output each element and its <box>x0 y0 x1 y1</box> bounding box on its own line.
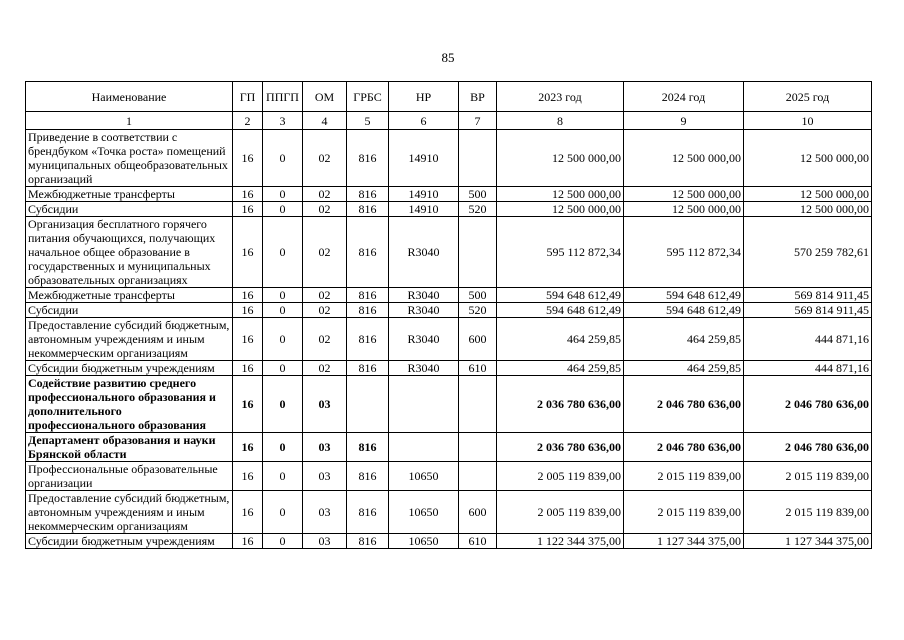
cell-amount-2024: 12 500 000,00 <box>624 187 744 202</box>
cell-amount-2024: 12 500 000,00 <box>624 130 744 187</box>
table-row <box>26 433 872 462</box>
cell-name: Предоставление субсидий бюджетным, автономным учреждениям и иным некоммерческим организациям <box>26 491 233 534</box>
table-row <box>26 462 872 491</box>
table-body <box>26 130 872 549</box>
cell-gp: 16 <box>233 217 263 288</box>
cell-amount-2025: 1 127 344 375,00 <box>744 534 872 549</box>
cell-om: 03 <box>303 376 347 433</box>
column-number: 9 <box>624 112 744 130</box>
column-number: 2 <box>233 112 263 130</box>
cell-vr: 500 <box>459 187 497 202</box>
cell-grbs: 816 <box>347 217 389 288</box>
cell-grbs: 816 <box>347 130 389 187</box>
cell-amount-2025: 569 814 911,45 <box>744 303 872 318</box>
cell-amount-2023: 12 500 000,00 <box>497 130 624 187</box>
budget-table <box>25 81 872 549</box>
cell-name: Межбюджетные трансферты <box>26 187 233 202</box>
cell-vr <box>459 130 497 187</box>
cell-ppgp: 0 <box>263 491 303 534</box>
cell-name: Профессиональные образовательные организации <box>26 462 233 491</box>
cell-nr: R3040 <box>389 361 459 376</box>
cell-ppgp: 0 <box>263 130 303 187</box>
cell-vr: 600 <box>459 318 497 361</box>
cell-om: 02 <box>303 187 347 202</box>
cell-vr <box>459 433 497 462</box>
cell-name: Субсидии <box>26 303 233 318</box>
column-number: 4 <box>303 112 347 130</box>
cell-amount-2023: 595 112 872,34 <box>497 217 624 288</box>
cell-gp: 16 <box>233 361 263 376</box>
column-header-2023: 2023 год <box>497 82 624 112</box>
cell-vr <box>459 376 497 433</box>
table-row <box>26 534 872 549</box>
cell-amount-2024: 595 112 872,34 <box>624 217 744 288</box>
column-number: 5 <box>347 112 389 130</box>
table-row <box>26 491 872 534</box>
cell-nr: 10650 <box>389 534 459 549</box>
cell-om: 02 <box>303 288 347 303</box>
cell-amount-2025: 570 259 782,61 <box>744 217 872 288</box>
cell-amount-2023: 2 036 780 636,00 <box>497 376 624 433</box>
column-number: 7 <box>459 112 497 130</box>
cell-vr: 520 <box>459 202 497 217</box>
cell-om: 03 <box>303 491 347 534</box>
cell-amount-2025: 444 871,16 <box>744 318 872 361</box>
cell-gp: 16 <box>233 534 263 549</box>
cell-amount-2024: 2 046 780 636,00 <box>624 376 744 433</box>
cell-name: Предоставление субсидий бюджетным, автономным учреждениям и иным некоммерческим организациям <box>26 318 233 361</box>
cell-amount-2024: 12 500 000,00 <box>624 202 744 217</box>
cell-ppgp: 0 <box>263 288 303 303</box>
cell-gp: 16 <box>233 303 263 318</box>
cell-name: Департамент образования и науки Брянской области <box>26 433 233 462</box>
cell-amount-2025: 2 046 780 636,00 <box>744 433 872 462</box>
table-row <box>26 202 872 217</box>
cell-amount-2024: 464 259,85 <box>624 318 744 361</box>
cell-gp: 16 <box>233 130 263 187</box>
cell-amount-2025: 2 015 119 839,00 <box>744 491 872 534</box>
cell-om: 03 <box>303 462 347 491</box>
table-row <box>26 361 872 376</box>
column-header-nr: НР <box>389 82 459 112</box>
cell-amount-2025: 12 500 000,00 <box>744 130 872 187</box>
cell-ppgp: 0 <box>263 318 303 361</box>
cell-grbs <box>347 376 389 433</box>
cell-amount-2025: 12 500 000,00 <box>744 187 872 202</box>
cell-amount-2025: 569 814 911,45 <box>744 288 872 303</box>
cell-ppgp: 0 <box>263 187 303 202</box>
cell-amount-2024: 2 015 119 839,00 <box>624 491 744 534</box>
column-header-2025: 2025 год <box>744 82 872 112</box>
column-header-2024: 2024 год <box>624 82 744 112</box>
cell-nr <box>389 376 459 433</box>
cell-vr: 600 <box>459 491 497 534</box>
cell-amount-2023: 2 005 119 839,00 <box>497 462 624 491</box>
cell-om: 02 <box>303 303 347 318</box>
cell-gp: 16 <box>233 433 263 462</box>
cell-ppgp: 0 <box>263 433 303 462</box>
column-header-name: Наименование <box>26 82 233 112</box>
cell-nr: R3040 <box>389 288 459 303</box>
cell-vr <box>459 217 497 288</box>
cell-gp: 16 <box>233 462 263 491</box>
cell-om: 03 <box>303 534 347 549</box>
cell-vr: 520 <box>459 303 497 318</box>
column-header-gp: ГП <box>233 82 263 112</box>
cell-nr: R3040 <box>389 217 459 288</box>
cell-om: 02 <box>303 130 347 187</box>
cell-grbs: 816 <box>347 534 389 549</box>
cell-name: Приведение в соответствии с брендбуком «Точка роста» помещений муниципальных общеобразовательных организаций <box>26 130 233 187</box>
cell-amount-2023: 594 648 612,49 <box>497 303 624 318</box>
cell-grbs: 816 <box>347 361 389 376</box>
cell-grbs: 816 <box>347 433 389 462</box>
table-row <box>26 303 872 318</box>
table-row <box>26 187 872 202</box>
cell-name: Субсидии бюджетным учреждениям <box>26 534 233 549</box>
cell-grbs: 816 <box>347 288 389 303</box>
cell-om: 02 <box>303 361 347 376</box>
table-row <box>26 288 872 303</box>
cell-grbs: 816 <box>347 303 389 318</box>
column-number-row <box>26 112 872 130</box>
column-number: 8 <box>497 112 624 130</box>
cell-amount-2025: 12 500 000,00 <box>744 202 872 217</box>
cell-ppgp: 0 <box>263 217 303 288</box>
cell-amount-2023: 2 036 780 636,00 <box>497 433 624 462</box>
cell-amount-2025: 444 871,16 <box>744 361 872 376</box>
header-row <box>26 82 872 112</box>
cell-nr: 14910 <box>389 187 459 202</box>
column-number: 3 <box>263 112 303 130</box>
cell-amount-2023: 2 005 119 839,00 <box>497 491 624 534</box>
cell-gp: 16 <box>233 376 263 433</box>
cell-om: 03 <box>303 433 347 462</box>
column-header-grbs: ГРБС <box>347 82 389 112</box>
column-number: 6 <box>389 112 459 130</box>
cell-om: 02 <box>303 217 347 288</box>
column-header-vr: ВР <box>459 82 497 112</box>
cell-amount-2025: 2 015 119 839,00 <box>744 462 872 491</box>
cell-grbs: 816 <box>347 462 389 491</box>
cell-ppgp: 0 <box>263 303 303 318</box>
cell-gp: 16 <box>233 491 263 534</box>
cell-amount-2024: 1 127 344 375,00 <box>624 534 744 549</box>
cell-amount-2023: 594 648 612,49 <box>497 288 624 303</box>
table-row <box>26 376 872 433</box>
cell-name: Содействие развитию среднего профессионального образования и дополнительного профессионального образования <box>26 376 233 433</box>
cell-ppgp: 0 <box>263 376 303 433</box>
cell-gp: 16 <box>233 187 263 202</box>
cell-grbs: 816 <box>347 187 389 202</box>
cell-vr: 610 <box>459 361 497 376</box>
cell-grbs: 816 <box>347 318 389 361</box>
cell-ppgp: 0 <box>263 534 303 549</box>
cell-grbs: 816 <box>347 491 389 534</box>
cell-gp: 16 <box>233 202 263 217</box>
cell-nr: 10650 <box>389 491 459 534</box>
cell-name: Субсидии бюджетным учреждениям <box>26 361 233 376</box>
cell-name: Организация бесплатного горячего питания обучающихся, получающих начальное общее образование в государственных и муниципальных образовательных организациях <box>26 217 233 288</box>
column-number: 1 <box>26 112 233 130</box>
table-row <box>26 318 872 361</box>
cell-grbs: 816 <box>347 202 389 217</box>
column-header-ppgp: ППГП <box>263 82 303 112</box>
cell-amount-2023: 464 259,85 <box>497 318 624 361</box>
cell-amount-2023: 1 122 344 375,00 <box>497 534 624 549</box>
cell-nr: 14910 <box>389 130 459 187</box>
cell-amount-2023: 464 259,85 <box>497 361 624 376</box>
cell-name: Межбюджетные трансферты <box>26 288 233 303</box>
cell-name: Субсидии <box>26 202 233 217</box>
cell-vr <box>459 462 497 491</box>
cell-nr: 10650 <box>389 462 459 491</box>
cell-amount-2025: 2 046 780 636,00 <box>744 376 872 433</box>
table-row <box>26 217 872 288</box>
cell-vr: 500 <box>459 288 497 303</box>
cell-ppgp: 0 <box>263 361 303 376</box>
cell-amount-2023: 12 500 000,00 <box>497 187 624 202</box>
cell-nr: R3040 <box>389 303 459 318</box>
column-header-om: ОМ <box>303 82 347 112</box>
table-row <box>26 130 872 187</box>
cell-amount-2024: 594 648 612,49 <box>624 288 744 303</box>
cell-nr <box>389 433 459 462</box>
cell-om: 02 <box>303 202 347 217</box>
cell-ppgp: 0 <box>263 202 303 217</box>
cell-ppgp: 0 <box>263 462 303 491</box>
cell-nr: R3040 <box>389 318 459 361</box>
cell-amount-2023: 12 500 000,00 <box>497 202 624 217</box>
cell-om: 02 <box>303 318 347 361</box>
page-number: 85 <box>441 50 455 65</box>
cell-vr: 610 <box>459 534 497 549</box>
column-number: 10 <box>744 112 872 130</box>
cell-nr: 14910 <box>389 202 459 217</box>
cell-amount-2024: 464 259,85 <box>624 361 744 376</box>
cell-amount-2024: 2 046 780 636,00 <box>624 433 744 462</box>
cell-amount-2024: 594 648 612,49 <box>624 303 744 318</box>
cell-gp: 16 <box>233 318 263 361</box>
cell-amount-2024: 2 015 119 839,00 <box>624 462 744 491</box>
cell-gp: 16 <box>233 288 263 303</box>
